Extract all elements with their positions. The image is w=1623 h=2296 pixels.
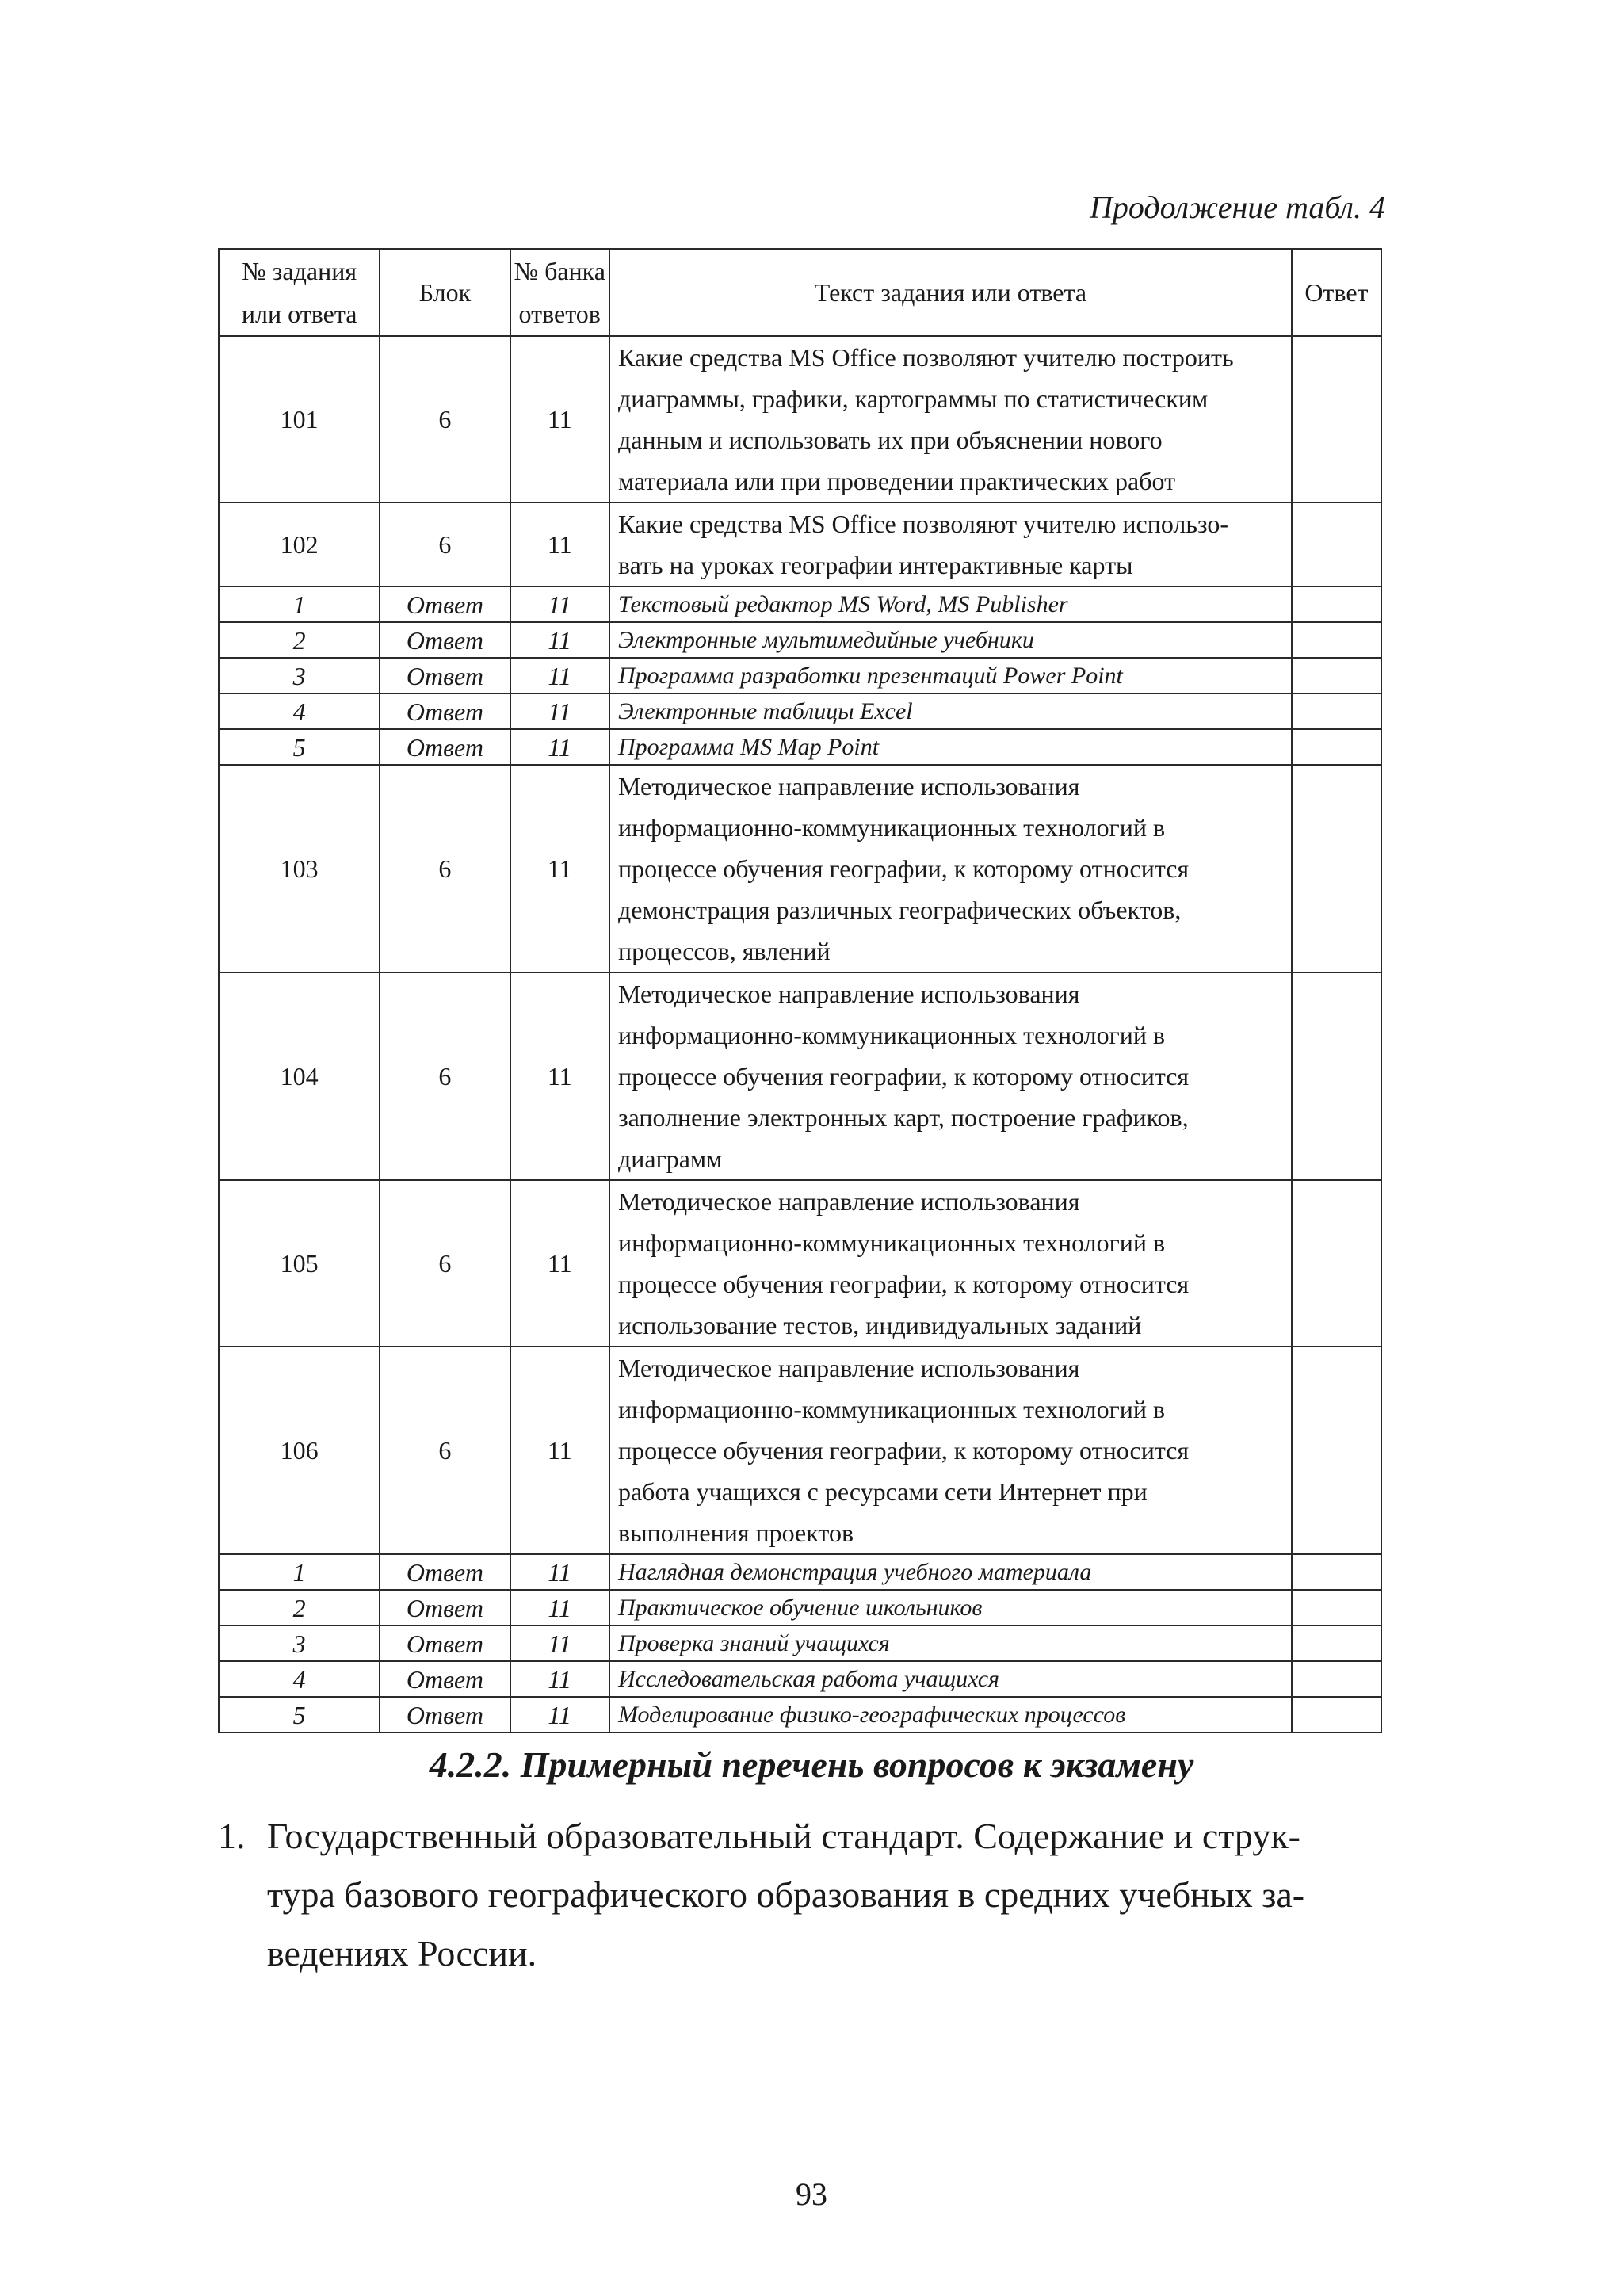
answer-row: [219, 1697, 1381, 1733]
cell-bank: 11: [510, 622, 609, 658]
cell-number: 1: [219, 586, 380, 622]
cell-answer: [1292, 658, 1381, 693]
cell-block: 6: [380, 1347, 510, 1554]
cell-bank: 11: [510, 1554, 609, 1590]
section-heading: 4.2.2. Примерный перечень вопросов к экзамену: [429, 1744, 1194, 1785]
cell-text: Электронные мультимедийные учебники: [609, 622, 1292, 658]
cell-bank: 11: [510, 336, 609, 502]
cell-block: 6: [380, 972, 510, 1180]
cell-block: Ответ: [380, 1661, 510, 1697]
cell-text: Практическое обучение школьников: [609, 1590, 1292, 1626]
cell-bank: 11: [510, 1697, 609, 1733]
cell-text: Какие средства MS Office позволяют учителю использо- вать на уроках географии интерактивные карты: [609, 502, 1292, 586]
cell-number: 4: [219, 693, 380, 729]
cell-text: Методическое направление использования информационно-коммуникационных технологий в процессе обучения географии, к которому относится работа учащихся с ресурсами сети Интернет при выполнения проектов: [609, 1347, 1292, 1554]
cell-bank: 11: [510, 972, 609, 1180]
cell-bank: 11: [510, 1590, 609, 1626]
cell-answer: [1292, 502, 1381, 586]
table-header-row: [219, 249, 1381, 336]
cell-answer: [1292, 622, 1381, 658]
cell-bank: 11: [510, 765, 609, 972]
header-bank-number: № банка ответов: [510, 249, 609, 336]
cell-answer: [1292, 336, 1381, 502]
cell-bank: 11: [510, 729, 609, 765]
cell-number: 5: [219, 729, 380, 765]
header-answer: Ответ: [1292, 249, 1381, 336]
cell-block: Ответ: [380, 1590, 510, 1626]
cell-text: Программа разработки презентаций Power Point: [609, 658, 1292, 693]
answer-row: [219, 622, 1381, 658]
cell-block: Ответ: [380, 693, 510, 729]
cell-answer: [1292, 586, 1381, 622]
exam-question-number: 1.: [218, 1816, 246, 1856]
cell-number: 103: [219, 765, 380, 972]
cell-text: Текстовый редактор MS Word, MS Publisher: [609, 586, 1292, 622]
cell-bank: 11: [510, 1347, 609, 1554]
cell-block: Ответ: [380, 1697, 510, 1733]
assessment-table: [218, 248, 1382, 1733]
cell-number: 3: [219, 1626, 380, 1661]
cell-number: 3: [219, 658, 380, 693]
cell-number: 5: [219, 1697, 380, 1733]
cell-bank: 11: [510, 502, 609, 586]
cell-answer: [1292, 729, 1381, 765]
cell-number: 105: [219, 1180, 380, 1347]
cell-block: Ответ: [380, 622, 510, 658]
header-block: Блок: [380, 249, 510, 336]
cell-number: 1: [219, 1554, 380, 1590]
cell-block: 6: [380, 1180, 510, 1347]
cell-answer: [1292, 1347, 1381, 1554]
cell-text: Наглядная демонстрация учебного материала: [609, 1554, 1292, 1590]
answer-row: [219, 729, 1381, 765]
exam-question-text: Государственный образовательный стандарт. Содержание и струк- тура базового географического образования в средних учебных за- ведениях России.: [267, 1816, 1305, 1973]
question-row: [219, 972, 1381, 1180]
cell-block: Ответ: [380, 586, 510, 622]
cell-block: Ответ: [380, 1554, 510, 1590]
cell-answer: [1292, 1626, 1381, 1661]
cell-number: 4: [219, 1661, 380, 1697]
cell-block: Ответ: [380, 729, 510, 765]
cell-text: Методическое направление использования информационно-коммуникационных технологий в процессе обучения географии, к которому относится заполнение электронных карт, построение графиков, диаграмм: [609, 972, 1292, 1180]
cell-number: 104: [219, 972, 380, 1180]
exam-question-item: [218, 1807, 1383, 1983]
cell-bank: 11: [510, 1661, 609, 1697]
cell-answer: [1292, 972, 1381, 1180]
header-task-number: № задания или ответа: [219, 249, 380, 336]
question-row: [219, 765, 1381, 972]
answer-row: [219, 658, 1381, 693]
cell-answer: [1292, 1554, 1381, 1590]
cell-answer: [1292, 1697, 1381, 1733]
cell-answer: [1292, 693, 1381, 729]
question-row: [219, 1347, 1381, 1554]
cell-bank: 11: [510, 586, 609, 622]
cell-answer: [1292, 1590, 1381, 1626]
cell-text: Методическое направление использования информационно-коммуникационных технологий в процессе обучения географии, к которому относится использование тестов, индивидуальных заданий: [609, 1180, 1292, 1347]
cell-bank: 11: [510, 1626, 609, 1661]
cell-answer: [1292, 1180, 1381, 1347]
table-caption: Продолжение табл. 4: [1089, 189, 1385, 225]
cell-block: Ответ: [380, 658, 510, 693]
cell-answer: [1292, 765, 1381, 972]
question-row: [219, 502, 1381, 586]
question-row: [219, 336, 1381, 502]
cell-number: 2: [219, 622, 380, 658]
answer-row: [219, 693, 1381, 729]
cell-block: 6: [380, 336, 510, 502]
answer-row: [219, 1661, 1381, 1697]
answer-row: [219, 586, 1381, 622]
cell-text: Проверка знаний учащихся: [609, 1626, 1292, 1661]
cell-bank: 11: [510, 1180, 609, 1347]
page-number: 93: [796, 2176, 827, 2212]
answer-row: [219, 1590, 1381, 1626]
cell-text: Какие средства MS Office позволяют учителю построить диаграммы, графики, картограммы по статистическим данным и использовать их при объяснении нового материала или при проведении практических работ: [609, 336, 1292, 502]
cell-number: 106: [219, 1347, 380, 1554]
cell-text: Моделирование физико-географических процессов: [609, 1697, 1292, 1733]
cell-bank: 11: [510, 658, 609, 693]
cell-text: Исследовательская работа учащихся: [609, 1661, 1292, 1697]
cell-block: Ответ: [380, 1626, 510, 1661]
cell-text: Методическое направление использования информационно-коммуникационных технологий в процессе обучения географии, к которому относится демонстрация различных географических объектов, процессов, явлений: [609, 765, 1292, 972]
cell-number: 2: [219, 1590, 380, 1626]
answer-row: [219, 1626, 1381, 1661]
header-text: Текст задания или ответа: [609, 249, 1292, 336]
cell-number: 102: [219, 502, 380, 586]
cell-answer: [1292, 1661, 1381, 1697]
answer-row: [219, 1554, 1381, 1590]
cell-block: 6: [380, 765, 510, 972]
cell-block: 6: [380, 502, 510, 586]
cell-number: 101: [219, 336, 380, 502]
cell-text: Программа MS Map Point: [609, 729, 1292, 765]
cell-text: Электронные таблицы Excel: [609, 693, 1292, 729]
question-row: [219, 1180, 1381, 1347]
cell-bank: 11: [510, 693, 609, 729]
